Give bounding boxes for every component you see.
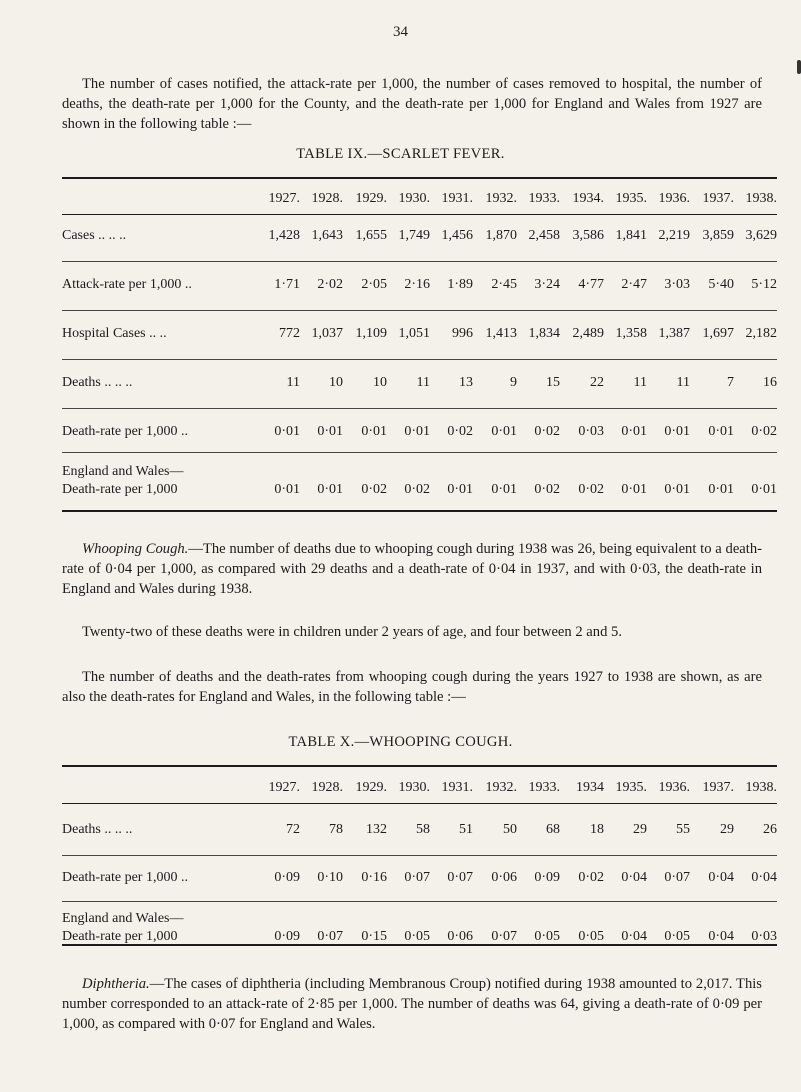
whooping-paragraph: [62, 539, 762, 599]
scan-edge-mark: [797, 60, 801, 74]
row-label: Cases .. .. ..: [62, 228, 127, 243]
table-cell: 1,413: [485, 326, 517, 341]
table-cell: 0·05: [664, 929, 690, 944]
year-header: 1931.: [441, 191, 473, 206]
table-cell: 51: [459, 822, 473, 837]
row-divider: [62, 408, 777, 409]
table-cell: 0·04: [751, 870, 777, 885]
table-cell: 18: [590, 822, 604, 837]
year-header: 1929.: [355, 780, 387, 795]
table-cell: 0·02: [361, 482, 387, 497]
table-cell: 0·01: [664, 424, 690, 439]
table-cell: 0·07: [317, 929, 343, 944]
table-cell: 72: [286, 822, 300, 837]
table-ix-header-rule: [62, 214, 777, 215]
table-cell: 1,834: [528, 326, 560, 341]
year-header: 1927.: [268, 191, 300, 206]
table-cell: 68: [546, 822, 560, 837]
table-cell: 2,182: [745, 326, 777, 341]
table-cell: 0·01: [491, 482, 517, 497]
table-cell: 3·24: [534, 277, 560, 292]
table-cell: 1,643: [311, 228, 343, 243]
year-header: 1931.: [441, 780, 473, 795]
row-label: England and Wales—: [62, 911, 184, 926]
table-cell: 50: [503, 822, 517, 837]
table-cell: 0·01: [317, 424, 343, 439]
table-cell: 1,051: [398, 326, 430, 341]
table-cell: 26: [763, 822, 777, 837]
row-label-sub: Death-rate per 1,000: [62, 482, 178, 497]
table-cell: 0·03: [751, 929, 777, 944]
table-cell: 1,655: [355, 228, 387, 243]
table-cell: 5·12: [751, 277, 777, 292]
table-cell: 10: [329, 375, 343, 390]
table-cell: 1·71: [274, 277, 300, 292]
table-cell: 1,109: [355, 326, 387, 341]
table-cell: 1,697: [702, 326, 734, 341]
year-header: 1936.: [658, 191, 690, 206]
diphtheria-heading: Diphtheria.: [82, 976, 150, 992]
table-cell: 2·05: [361, 277, 387, 292]
row-label: Hospital Cases .. ..: [62, 326, 167, 341]
table-cell: 0·07: [447, 870, 473, 885]
table-cell: 0·16: [361, 870, 387, 885]
table-cell: 1,456: [441, 228, 473, 243]
table-cell: 3·03: [664, 277, 690, 292]
table-cell: 0·15: [361, 929, 387, 944]
table-cell: 0·06: [447, 929, 473, 944]
table-cell: 1,749: [398, 228, 430, 243]
table-cell: 0·07: [664, 870, 690, 885]
row-divider: [62, 310, 777, 311]
row-label: Death-rate per 1,000 ..: [62, 424, 188, 439]
table-cell: 0·01: [274, 424, 300, 439]
table-cell: 0·09: [274, 870, 300, 885]
year-header: 1938.: [745, 780, 777, 795]
table-cell: 2·47: [621, 277, 647, 292]
table-cell: 0·01: [491, 424, 517, 439]
table-cell: 0·05: [578, 929, 604, 944]
table-cell: 2·16: [404, 277, 430, 292]
table-cell: 2·02: [317, 277, 343, 292]
table-cell: 0·04: [708, 870, 734, 885]
table-x-intro-paragraph: The number of deaths and the death-rates from whooping cough during the years 1927 to 1938 are shown, as are also the death-rates for England and Wales, in the following table :—: [62, 669, 762, 705]
year-header: 1933.: [528, 780, 560, 795]
table-cell: 10: [373, 375, 387, 390]
row-divider: [62, 359, 777, 360]
table-cell: 0·01: [751, 482, 777, 497]
table-cell: 2·45: [491, 277, 517, 292]
year-header: 1938.: [745, 191, 777, 206]
table-cell: 0·01: [404, 424, 430, 439]
year-header: 1928.: [311, 780, 343, 795]
table-cell: 0·02: [534, 482, 560, 497]
table-cell: 0·02: [578, 482, 604, 497]
table-cell: 16: [763, 375, 777, 390]
row-label: England and Wales—: [62, 464, 184, 479]
table-cell: 11: [676, 375, 690, 390]
year-header: 1935.: [615, 191, 647, 206]
diphtheria-paragraph: [62, 974, 762, 1034]
year-header: 1935.: [615, 780, 647, 795]
table-cell: 3,586: [572, 228, 604, 243]
year-header: 1930.: [398, 780, 430, 795]
table-cell: 1·89: [447, 277, 473, 292]
table-ix-bottom-rule: [62, 510, 777, 512]
table-cell: 9: [510, 375, 517, 390]
table-cell: 7: [727, 375, 734, 390]
table-cell: 0·01: [361, 424, 387, 439]
table-cell: 996: [452, 326, 473, 341]
year-header: 1932.: [485, 191, 517, 206]
table-cell: 78: [329, 822, 343, 837]
table-x-title: TABLE X.—WHOOPING COUGH.: [288, 734, 513, 750]
table-cell: 13: [459, 375, 473, 390]
table-cell: 1,428: [268, 228, 300, 243]
table-cell: 0·03: [578, 424, 604, 439]
table-cell: 772: [279, 326, 300, 341]
row-label: Death-rate per 1,000 ..: [62, 870, 188, 885]
whooping-text: —The number of deaths due to whooping cough during 1938 was 26, being equivalent to a death-rate of 0·04 per 1,000, as compared with 29 deaths and a death-rate of 0·04 in 1937, and with 0·03, the death-rate in England and Wales during 1938.: [62, 541, 762, 597]
table-cell: 0·01: [447, 482, 473, 497]
table-cell: 55: [676, 822, 690, 837]
intro-paragraph: The number of cases notified, the attack-rate per 1,000, the number of cases removed to hospital, the number of deaths, the death-rate per 1,000 for the County, and the death-rate per 1,000 for England and Wales from 1927 are shown in the following table :—: [62, 76, 762, 132]
table-cell: 0·10: [317, 870, 343, 885]
table-cell: 2,489: [572, 326, 604, 341]
year-header: 1933.: [528, 191, 560, 206]
year-header: 1937.: [702, 191, 734, 206]
year-header: 1934.: [572, 191, 604, 206]
table-x-bottom-rule: [62, 944, 777, 946]
table-cell: 0·09: [274, 929, 300, 944]
table-cell: 0·09: [534, 870, 560, 885]
table-cell: 0·01: [664, 482, 690, 497]
row-divider: [62, 901, 777, 902]
table-ix-top-rule: [62, 177, 777, 179]
year-header: 1932.: [485, 780, 517, 795]
row-label: Attack-rate per 1,000 ..: [62, 277, 192, 292]
table-cell: 0·02: [578, 870, 604, 885]
table-cell: 0·06: [491, 870, 517, 885]
table-cell: 0·04: [621, 870, 647, 885]
table-x-header-rule: [62, 803, 777, 804]
table-cell: 0·02: [404, 482, 430, 497]
table-cell: 1,841: [615, 228, 647, 243]
table-cell: 132: [366, 822, 387, 837]
year-header: 1927.: [268, 780, 300, 795]
page-number: 34: [393, 24, 408, 40]
table-cell: 29: [633, 822, 647, 837]
table-cell: 22: [590, 375, 604, 390]
row-divider: [62, 261, 777, 262]
row-label: Deaths .. .. ..: [62, 375, 133, 390]
table-cell: 1,387: [658, 326, 690, 341]
table-cell: 0·02: [447, 424, 473, 439]
table-cell: 0·01: [708, 482, 734, 497]
year-header: 1937.: [702, 780, 734, 795]
year-header: 1929.: [355, 191, 387, 206]
year-header: 1936.: [658, 780, 690, 795]
year-header: 1934: [576, 780, 604, 795]
table-cell: 3,859: [702, 228, 734, 243]
table-cell: 0·01: [317, 482, 343, 497]
table-cell: 0·05: [534, 929, 560, 944]
row-label: Deaths .. .. ..: [62, 822, 133, 837]
table-cell: 15: [546, 375, 560, 390]
row-divider: [62, 452, 777, 453]
table-cell: 4·77: [578, 277, 604, 292]
table-cell: 0·04: [621, 929, 647, 944]
table-cell: 3,629: [745, 228, 777, 243]
table-cell: 0·01: [274, 482, 300, 497]
table-ix-title: TABLE IX.—SCARLET FEVER.: [296, 146, 505, 162]
table-x-top-rule: [62, 765, 777, 767]
table-cell: 1,870: [485, 228, 517, 243]
table-cell: 0·05: [404, 929, 430, 944]
table-cell: 29: [720, 822, 734, 837]
table-cell: 58: [416, 822, 430, 837]
table-cell: 0·02: [534, 424, 560, 439]
table-cell: 2,219: [658, 228, 690, 243]
diphtheria-text: —The cases of diphtheria (including Membranous Croup) notified during 1938 amounted to 2,017. This number corresponded to an attack-rate of 2·85 per 1,000. The number of deaths was 64, giving a death-rate of 0·09 per 1,000, as compared with 0·07 for England and Wales.: [62, 976, 762, 1032]
table-cell: 1,358: [615, 326, 647, 341]
table-cell: 0·02: [751, 424, 777, 439]
table-cell: 2,458: [528, 228, 560, 243]
year-header: 1930.: [398, 191, 430, 206]
table-cell: 11: [633, 375, 647, 390]
table-cell: 0·07: [491, 929, 517, 944]
table-cell: 0·01: [708, 424, 734, 439]
twenty-two-paragraph: Twenty-two of these deaths were in children under 2 years of age, and four between 2 and 5.: [82, 624, 622, 640]
table-cell: 5·40: [708, 277, 734, 292]
table-cell: 0·01: [621, 482, 647, 497]
table-cell: 11: [286, 375, 300, 390]
row-label-sub: Death-rate per 1,000: [62, 929, 178, 944]
year-header: 1928.: [311, 191, 343, 206]
table-cell: 1,037: [311, 326, 343, 341]
table-cell: 0·07: [404, 870, 430, 885]
whooping-heading: Whooping Cough.: [82, 541, 189, 557]
table-cell: 0·01: [621, 424, 647, 439]
row-divider: [62, 855, 777, 856]
table-cell: 0·04: [708, 929, 734, 944]
table-cell: 11: [416, 375, 430, 390]
